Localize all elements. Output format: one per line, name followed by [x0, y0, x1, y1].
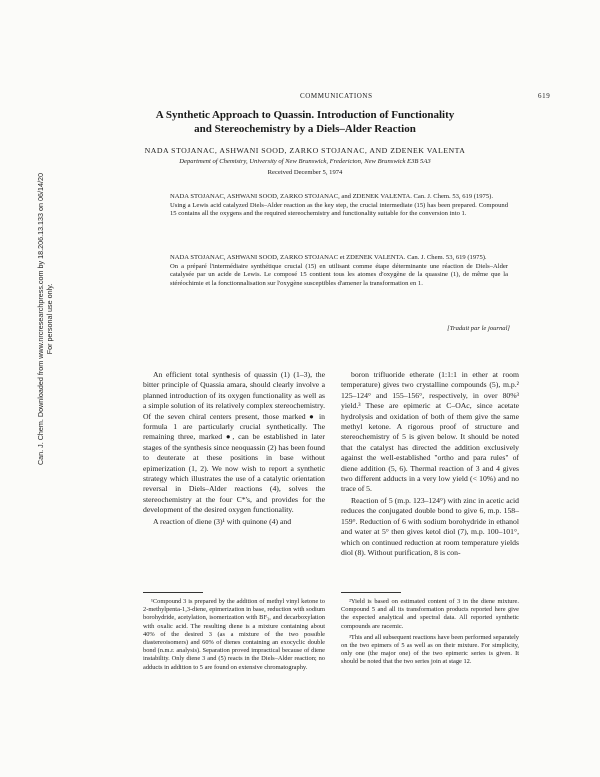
download-notice-line1: Can. J. Chem. Downloaded from www.nrcresearchpress.com by 18.206.13.133 on 06/14/20	[36, 172, 45, 466]
title-line-2: and Stereochemistry by a Diels–Alder Reaction	[194, 123, 416, 135]
footnote-divider	[143, 592, 203, 593]
section-label: COMMUNICATIONS	[300, 92, 373, 100]
abstract-english-citation: NADA STOJANAC, ASHWANI SOOD, ZARKO STOJANAC, and ZDENEK VALENTA. Can. J. Chem. 53, 619 (1975).	[170, 193, 493, 200]
abstract-english-text: Using a Lewis acid catalyzed Diels–Alder reaction as the key step, the crucial intermediate (15) has been prepared. Compound 15 contains all the oxygens and the required stereochemistry and functionality suitable for the conversion into 1.	[170, 201, 508, 218]
paragraph: boron trifluoride etherate (1:1:1 in ether at room temperature) gives two crystalline compounds (5), m.p.² 125–124° and 155–156°, respectively, in over 80%³ yield.³ These are epimeric at C–OAc, since acetate hydrolysis and oxidation of both of them give the same methyl ketone. A rigorous proof of structure and stereochemistry of 5 is given below. It should be noted that the catalyst has directed the addition exclusively against the well-established "ortho and para rules" of diene addition (5, 6). Thermal reaction of 3 and 4 gives two different adducts in a very low yield (< 10%) and no trace of 5.	[341, 370, 519, 494]
paragraph: Reaction of 5 (m.p. 123–124°) with zinc in acetic acid reduces the conjugated double bond to give 6, m.p. 158–159°. Reduction of 6 with sodium borohydride in ethanol and water at 5° then gives ketol diol (7), m.p. 100–101°, which on continued reduction at room temperature yields diol (8). Without purification, 8 is con-	[341, 495, 519, 557]
article-title	[140, 108, 470, 136]
paragraph: An efficient total synthesis of quassin (1) (1–3), the bitter principle of Quassia amara, should clearly involve a planned introduction of its oxygen functionality as well as a simple solution of its relatively complex stereochemistry. Of the seven chiral centers present, those marked ● in formula 1 are particularly crucial synthetically. The remaining three, marked ●, can be established in later stages of the synthesis since neoquassin (2) has been found to deuterate at these positions in base without epimerization (1, 2). We now wish to report a synthetic strategy which illustrates the use of a catalytic orientation reversal in Diels–Alder reactions (4), solves the stereochemistry at the four C*'s, and provides for the development of the desired oxygen functionality.	[143, 370, 325, 515]
abstract-french-citation: NADA STOJANAC, ASHWANI SOOD, ZARKO STOJANAC et ZDENEK VALENTA. Can. J. Chem. 53, 619 (1975).	[170, 254, 487, 261]
footnote-divider	[341, 592, 401, 593]
download-notice	[36, 154, 54, 484]
footnote: ¹Compound 3 is prepared by the addition of methyl vinyl ketone to 2-methylpenta-1,3-diene, epimerization in base, reduction with sodium borohydride, acetylation, isomerization with BF₃, and decarboxylation with oxalic acid. The resulting diene is a mixture containing about 40% of the desired 3 (as a mixture of the two possible diastereoisomers) and 60% of dienes containing an exocyclic double bond (n.m.r. analysis). Separation proved impractical because of diene instability. Only diene 3 and (5) reacts in the Diels–Alder reaction; no adducts in addition to 5 are found on extensive chromatography.	[143, 598, 325, 671]
author-list: NADA STOJANAC, ASHWANI SOOD, ZARKO STOJANAC, AND ZDENEK VALENTA	[144, 146, 466, 155]
translator-note: [Traduit par le journal]	[447, 325, 510, 332]
footnotes-right	[341, 598, 519, 670]
footnotes-left	[143, 598, 325, 675]
affiliation: Department of Chemistry, University of New Brunswick, Fredericton, New Brunswick E3B 5A3	[179, 158, 431, 165]
abstract-french	[170, 254, 508, 288]
received-date: Received December 5, 1974	[267, 169, 343, 176]
footnote: ³This and all subsequent reactions have been performed separately on the two epimers of 5 as well as on their mixture. For simplicity, only one (the major one) of the two epimeric series is given. It should be noted that the two series join at stage 12.	[341, 633, 519, 666]
download-notice-line2: For personal use only.	[45, 283, 54, 355]
abstract-french-text: On a préparé l'intermédiaire synthétique crucial (15) en utilisant comme étape déterminante une réaction de Diels–Alder catalysée par un acide de Lewis. Le composé 15 contient tous les atomes d'oxygène de la quassine (1), de même que la stéréochimie et la fonctionnalisation sur l'oxygène susceptibles d'amener la transformation en 1.	[170, 262, 508, 287]
paragraph: A reaction of diene (3)¹ with quinone (4) and	[153, 516, 292, 526]
abstract-english	[170, 193, 508, 219]
body-column-right	[341, 370, 519, 558]
footnote: ²Yield is based on estimated content of 3 in the diene mixture. Compound 5 and all its transformation products reported here give the expected analytical and spectral data. All reported synthetic compounds are racemic.	[341, 598, 519, 630]
page-number: 619	[538, 92, 551, 100]
body-column-left	[143, 370, 325, 527]
title-line-1: A Synthetic Approach to Quassin. Introduction of Functionality	[155, 109, 455, 121]
